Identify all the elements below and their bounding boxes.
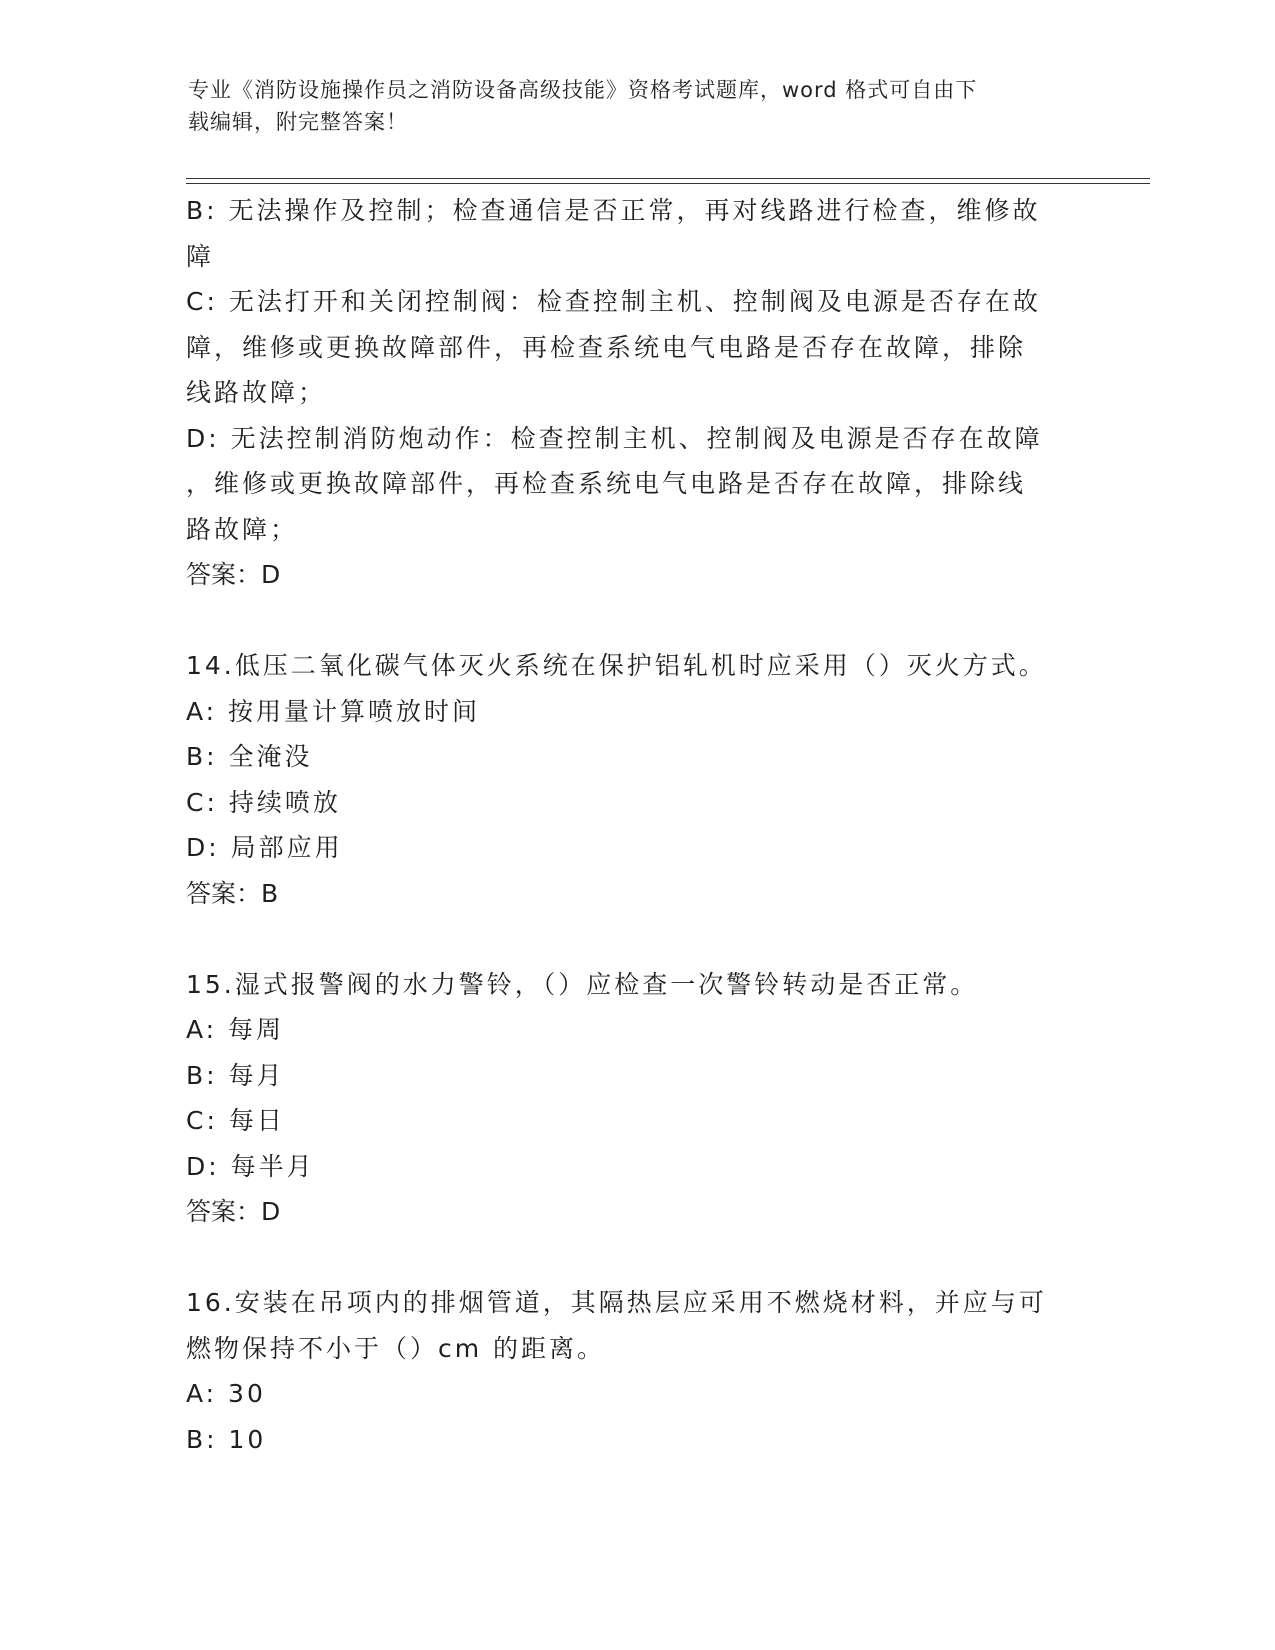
question-15 [186,962,1086,1235]
question-16 [186,1280,1086,1462]
option-a: A: 每周 [186,1015,285,1044]
answer-15: 答案：D [186,1197,281,1226]
spacer [186,598,1086,644]
option-a: A: 按用量计算喷放时间 [186,696,481,726]
option-b: B: 10 [186,1424,267,1454]
option-c-line-3: 线路故障； [186,378,327,407]
option-b-line-1: B: 无法操作及控制；检查通信是否正常，再对线路进行检查，维修故 [186,196,1041,225]
option-b: B: 全淹没 [186,742,313,771]
option-d-line-3: 路故障； [186,514,299,544]
option-b: B: 每月 [186,1060,285,1090]
question-14 [186,643,1086,916]
option-d-line-1: D: 无法控制消防炮动作：检查控制主机、控制阀及电源是否存在故障 [186,423,1043,453]
option-a: A: 30 [186,1379,266,1408]
header-line-1: 专业《消防设施操作员之消防设备高级技能》资格考试题库，word 格式可自由下 [188,78,978,102]
document-header [188,74,1068,138]
spacer [186,1235,1086,1281]
option-c: C: 持续喷放 [186,787,341,817]
header-rule-top [186,178,1150,179]
question-16-stem-line-1: 16.安装在吊项内的排烟管道，其隔热层应采用不燃烧材料，并应与可 [186,1288,1047,1317]
option-d-line-2: ，维修或更换故障部件，再检查系统电气电路是否存在故障，排除线 [186,469,1027,498]
question-16-stem-line-2: 燃物保持不小于（）cm 的距离。 [186,1333,606,1363]
header-rule-bottom [186,183,1150,184]
spacer [186,916,1086,962]
question-body [186,188,1086,1462]
answer-14: 答案：B [186,878,279,908]
question-13 [186,188,1086,598]
option-c: C: 每日 [186,1106,285,1135]
question-15-stem: 15.湿式报警阀的水力警铃，（）应检查一次警铃转动是否正常。 [186,969,979,999]
option-d: D: 局部应用 [186,833,343,862]
question-14-stem: 14.低压二氧化碳气体灭火系统在保护铝轧机时应采用（）灭火方式。 [186,651,1047,680]
option-d: D: 每半月 [186,1151,315,1181]
option-c-line-1: C: 无法打开和关闭控制阀：检查控制主机、控制阀及电源是否存在故 [186,287,1041,316]
header-line-2: 载编辑，附完整答案！ [188,110,408,134]
answer-13: 答案：D [186,560,281,589]
option-b-line-2: 障 [186,241,215,271]
option-c-line-2: 障，维修或更换故障部件，再检查系统电气电路是否存在故障，排除 [186,332,1027,362]
